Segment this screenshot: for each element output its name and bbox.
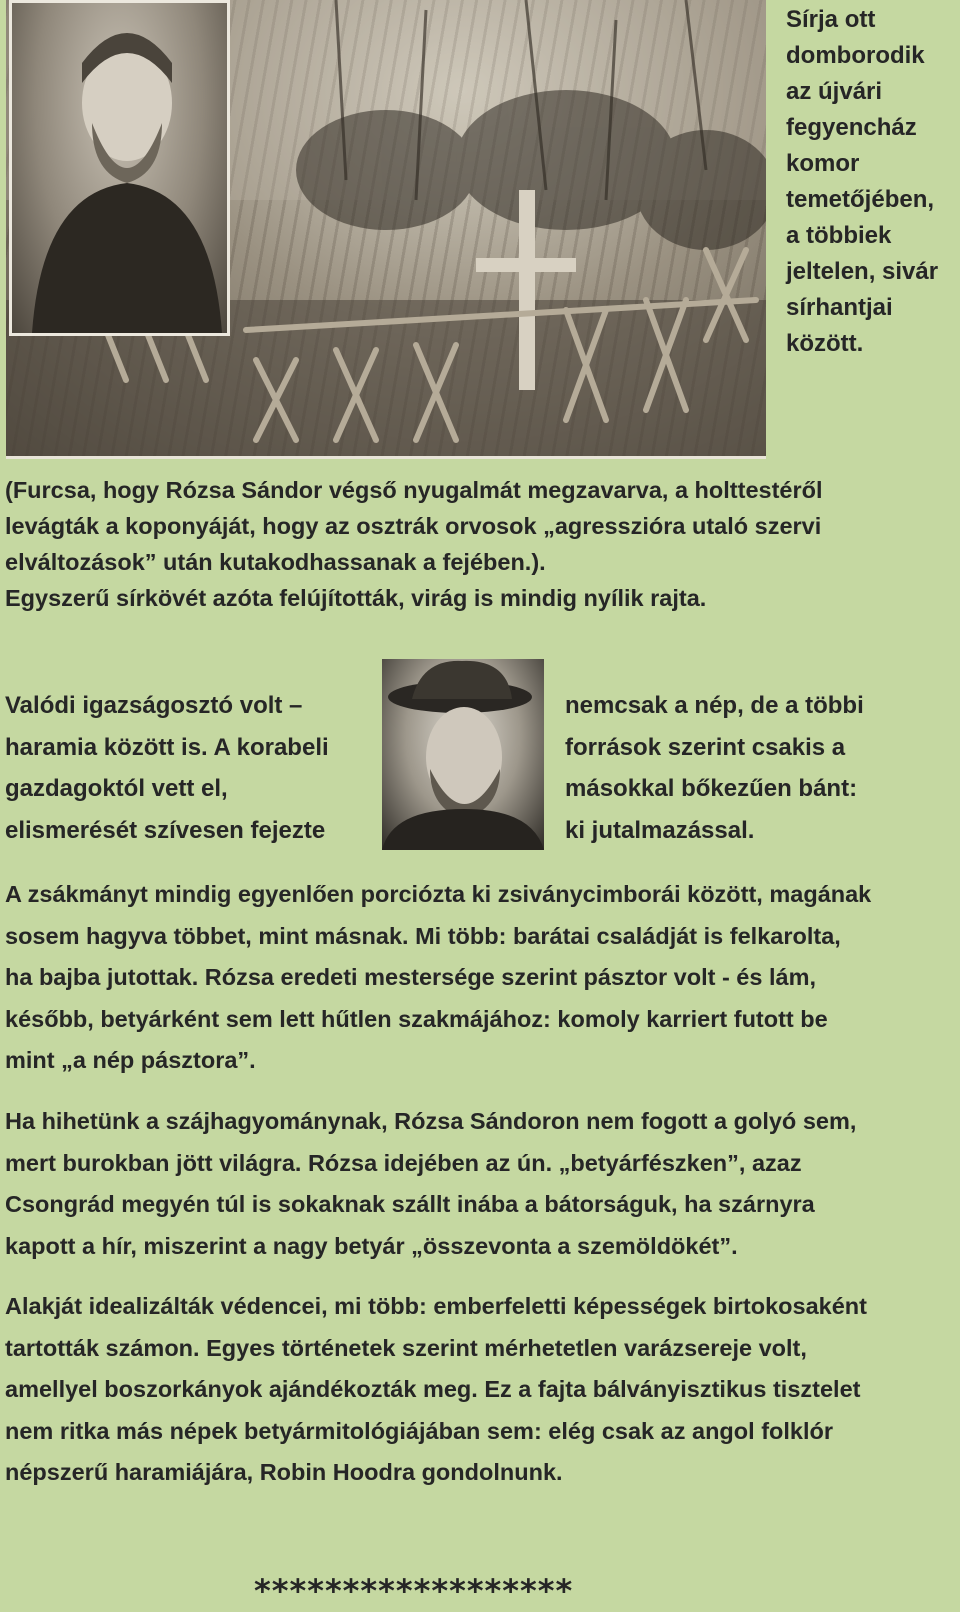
paragraph-line: Ha hihetünk a szájhagyománynak, Rózsa Sándoron nem fogott a golyó sem, — [5, 1108, 857, 1134]
skull-paragraph — [5, 472, 823, 616]
paragraph-line: mint „a nép pásztora”. — [5, 1047, 256, 1073]
portrait-inset — [9, 0, 230, 336]
grave-caption — [786, 2, 958, 362]
caption-line: között. — [786, 330, 864, 357]
idealization-paragraph — [5, 1286, 867, 1494]
paragraph-line: Alakját idealizálták védencei, mi több: emberfeletti képességek birtokosaként — [5, 1293, 867, 1319]
caption-line: az újvári — [786, 78, 883, 105]
paragraph-line: Egyszerű sírkövét azóta felújították, virág is mindig nyílik rajta. — [5, 585, 707, 611]
paragraph-line: Csongrád megyén túl is sokaknak szállt inába a bátorságuk, ha szárnyra — [5, 1191, 815, 1217]
justice-left-column — [5, 685, 329, 851]
column-line: gazdagoktól vett el, — [5, 775, 228, 802]
caption-line: sírhantjai — [786, 294, 893, 321]
man-with-hat-illustration — [382, 659, 544, 850]
paragraph-line: mert burokban jött világra. Rózsa idejében az ún. „betyárfészken”, azaz — [5, 1149, 802, 1176]
paragraph-line: A zsákmányt mindig egyenlően porciózta ki zsiványcimborái között, magának — [5, 881, 872, 907]
paragraph-line: levágták a koponyáját, hogy az osztrák orvosok „agresszióra utaló szervi — [5, 513, 822, 539]
column-line: nemcsak a nép, de a többi — [565, 692, 864, 719]
column-line: ki jutalmazással. — [565, 816, 755, 844]
caption-line: a többiek — [786, 222, 892, 249]
column-line: haramia között is. A korabeli — [5, 733, 329, 761]
paragraph-line: (Furcsa, hogy Rózsa Sándor végső nyugalmát megzavarva, a holttestéről — [5, 477, 823, 503]
grave-photo — [6, 0, 766, 459]
caption-line: domborodik — [786, 42, 925, 69]
old-man-portrait-illustration — [12, 3, 227, 333]
legend-paragraph — [5, 1101, 856, 1267]
column-line: másokkal bőkezűen bánt: — [565, 775, 858, 802]
asterisk-divider: ****************** — [254, 1572, 574, 1610]
column-line: Valódi igazságosztó volt – — [5, 692, 303, 719]
paragraph-line: népszerű haramiájára, Robin Hoodra gondolnunk. — [5, 1459, 563, 1485]
portrait-hat — [382, 659, 544, 850]
paragraph-line: ha bajba jutottak. Rózsa eredeti mestersége szerint pásztor volt - és lám, — [5, 964, 817, 990]
paragraph-line: később, betyárként sem lett hűtlen szakmájához: komoly karriert futott be — [5, 1005, 828, 1032]
column-line: elismerését szívesen fejezte — [5, 816, 326, 844]
column-line: források szerint csakis a — [565, 733, 846, 761]
caption-line: temetőjében, — [786, 186, 935, 213]
justice-right-column — [565, 685, 864, 851]
paragraph-line: sosem hagyva többet, mint másnak. Mi több: barátai családját is felkarolta, — [5, 922, 841, 949]
paragraph-line: amellyel boszorkányok ajándékozták meg. Ez a fajta bálványisztikus tisztelet — [5, 1376, 861, 1402]
caption-line: komor — [786, 150, 860, 177]
paragraph-line: nem ritka más népek betyármitológiájában sem: elég csak az angol folklór — [5, 1417, 834, 1444]
caption-line: jeltelen, sivár — [786, 258, 939, 285]
caption-line: fegyencház — [786, 114, 917, 141]
paragraph-line: elváltozások” után kutakodhassanak a fejében.). — [5, 549, 546, 575]
paragraph-line: kapott a hír, miszerint a nagy betyár „összevonta a szemöldökét”. — [5, 1232, 738, 1259]
loot-paragraph — [5, 874, 871, 1082]
caption-line: Sírja ott — [786, 6, 876, 33]
paragraph-line: tartották számon. Egyes történetek szerint mérhetetlen varázsereje volt, — [5, 1334, 807, 1361]
